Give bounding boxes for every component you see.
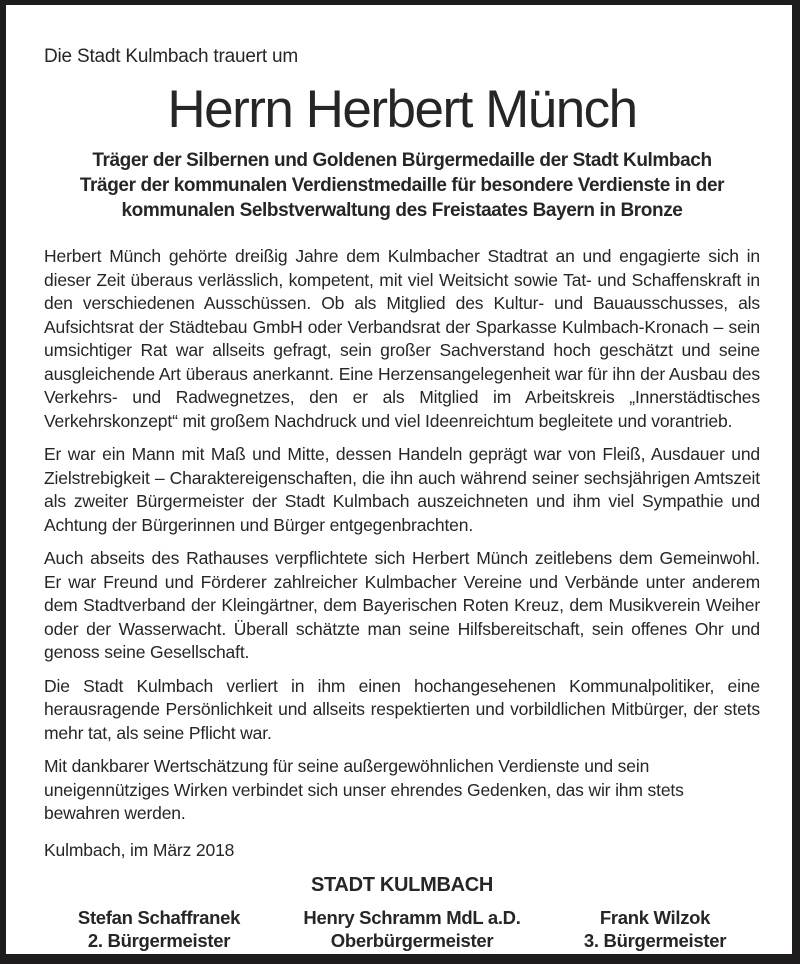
paragraph-character: Er war ein Mann mit Maß und Mitte, dessen Handeln geprägt war von Fleiß, Ausdauer und Zielstrebigkeit – Charaktereigenschaften, die ihn auch während seiner sechsjährigen Amtszeit als zweiter Bürgermeister der Stadt Kulmbach auszeichneten und ihm viel Sympathie und Achtung der Bürgerinnen und Bürger entgegenbrachten. <box>44 444 760 535</box>
signature-name: Frank Wilzok <box>599 906 711 928</box>
honors-block <box>44 148 760 223</box>
dateline: Kulmbach, im März 2018 <box>44 839 235 860</box>
organization-name: STADT KULMBACH <box>310 873 494 896</box>
obituary-body <box>44 245 760 826</box>
signature-lord-mayor <box>287 906 537 952</box>
honor-line-2: Träger der kommunalen Verdienstmedaille für besondere Verdienste in der kommunalen Selbstverwaltung des Freistaates Bayern in Bronze <box>79 175 725 221</box>
honor-line-1: Träger der Silbernen und Goldenen Bürgermedaille der Stadt Kulmbach <box>92 150 712 171</box>
signature-third-mayor <box>550 906 760 952</box>
signature-second-mayor <box>44 906 274 952</box>
paragraph-career: Herbert Münch gehörte dreißig Jahre dem Kulmbacher Stadtrat an und engagierte sich in dieser Zeit überaus verlässlich, kompetent, mit viel Weitsicht sowie Tat- und Schaffenskraft in den verschiedenen Ausschüssen. Ob als Mitglied des Kultur- und Bauausschusses, als Aufsichtsrat der Städtebau GmbH oder Verbandsrat der Sparkasse Kulmbach-Kronach – sein umsichtiger Rat war allseits gefragt, sein großer Sachverstand hoch geschätzt und seine ausgleichende Art überaus anerkannt. Eine Herzensangelegenheit war für ihn der Ausbau des Verkehrs- und Radwegnetzes, den er als Mitglied im Arbeitskreis „Innerstädtisches Verkehrskonzept“ mit großem Nachdruck und viel Ideenreichtum begleitete und vorantrieb. <box>44 246 760 431</box>
signatures-row <box>44 906 760 952</box>
signature-name: Stefan Schaffranek <box>77 906 241 928</box>
signature-title: 3. Bürgermeister <box>583 929 727 951</box>
paragraph-remembrance: Mit dankbarer Wertschätzung für seine außergewöhnlichen Verdienste und sein uneigennütziges Wirken verbindet sich unser ehrendes Gedenken, das wir ihm stets bewahren werden. <box>44 756 684 823</box>
deceased-name: Herrn Herbert Münch <box>167 80 637 139</box>
intro-line: Die Stadt Kulmbach trauert um <box>44 46 298 67</box>
paragraph-community: Auch abseits des Rathauses verpflichtete sich Herbert Münch zeitlebens dem Gemeinwohl. Er war Freund und Förderer zahlreicher Kulmbacher Vereine und Verbände unter anderem dem Stadtverband der Kleingärtner, dem Bayerischen Roten Kreuz, dem Musikverein Weiher oder der Wasserwacht. Überall schätzte man seine Hilfsbereitschaft, sein offenes Ohr und genoss seine Gesellschaft. <box>44 548 760 662</box>
signature-title: Oberbürgermeister <box>330 929 494 951</box>
signature-title: 2. Bürgermeister <box>87 929 231 951</box>
paragraph-loss: Die Stadt Kulmbach verliert in ihm einen hochangesehenen Kommunalpolitiker, eine herausragende Persönlichkeit und allseits respektierten und vorbildlichen Mitbürger, der stets mehr tat, als seine Pflicht war. <box>44 675 760 743</box>
signature-name: Henry Schramm MdL a.D. <box>303 906 521 928</box>
